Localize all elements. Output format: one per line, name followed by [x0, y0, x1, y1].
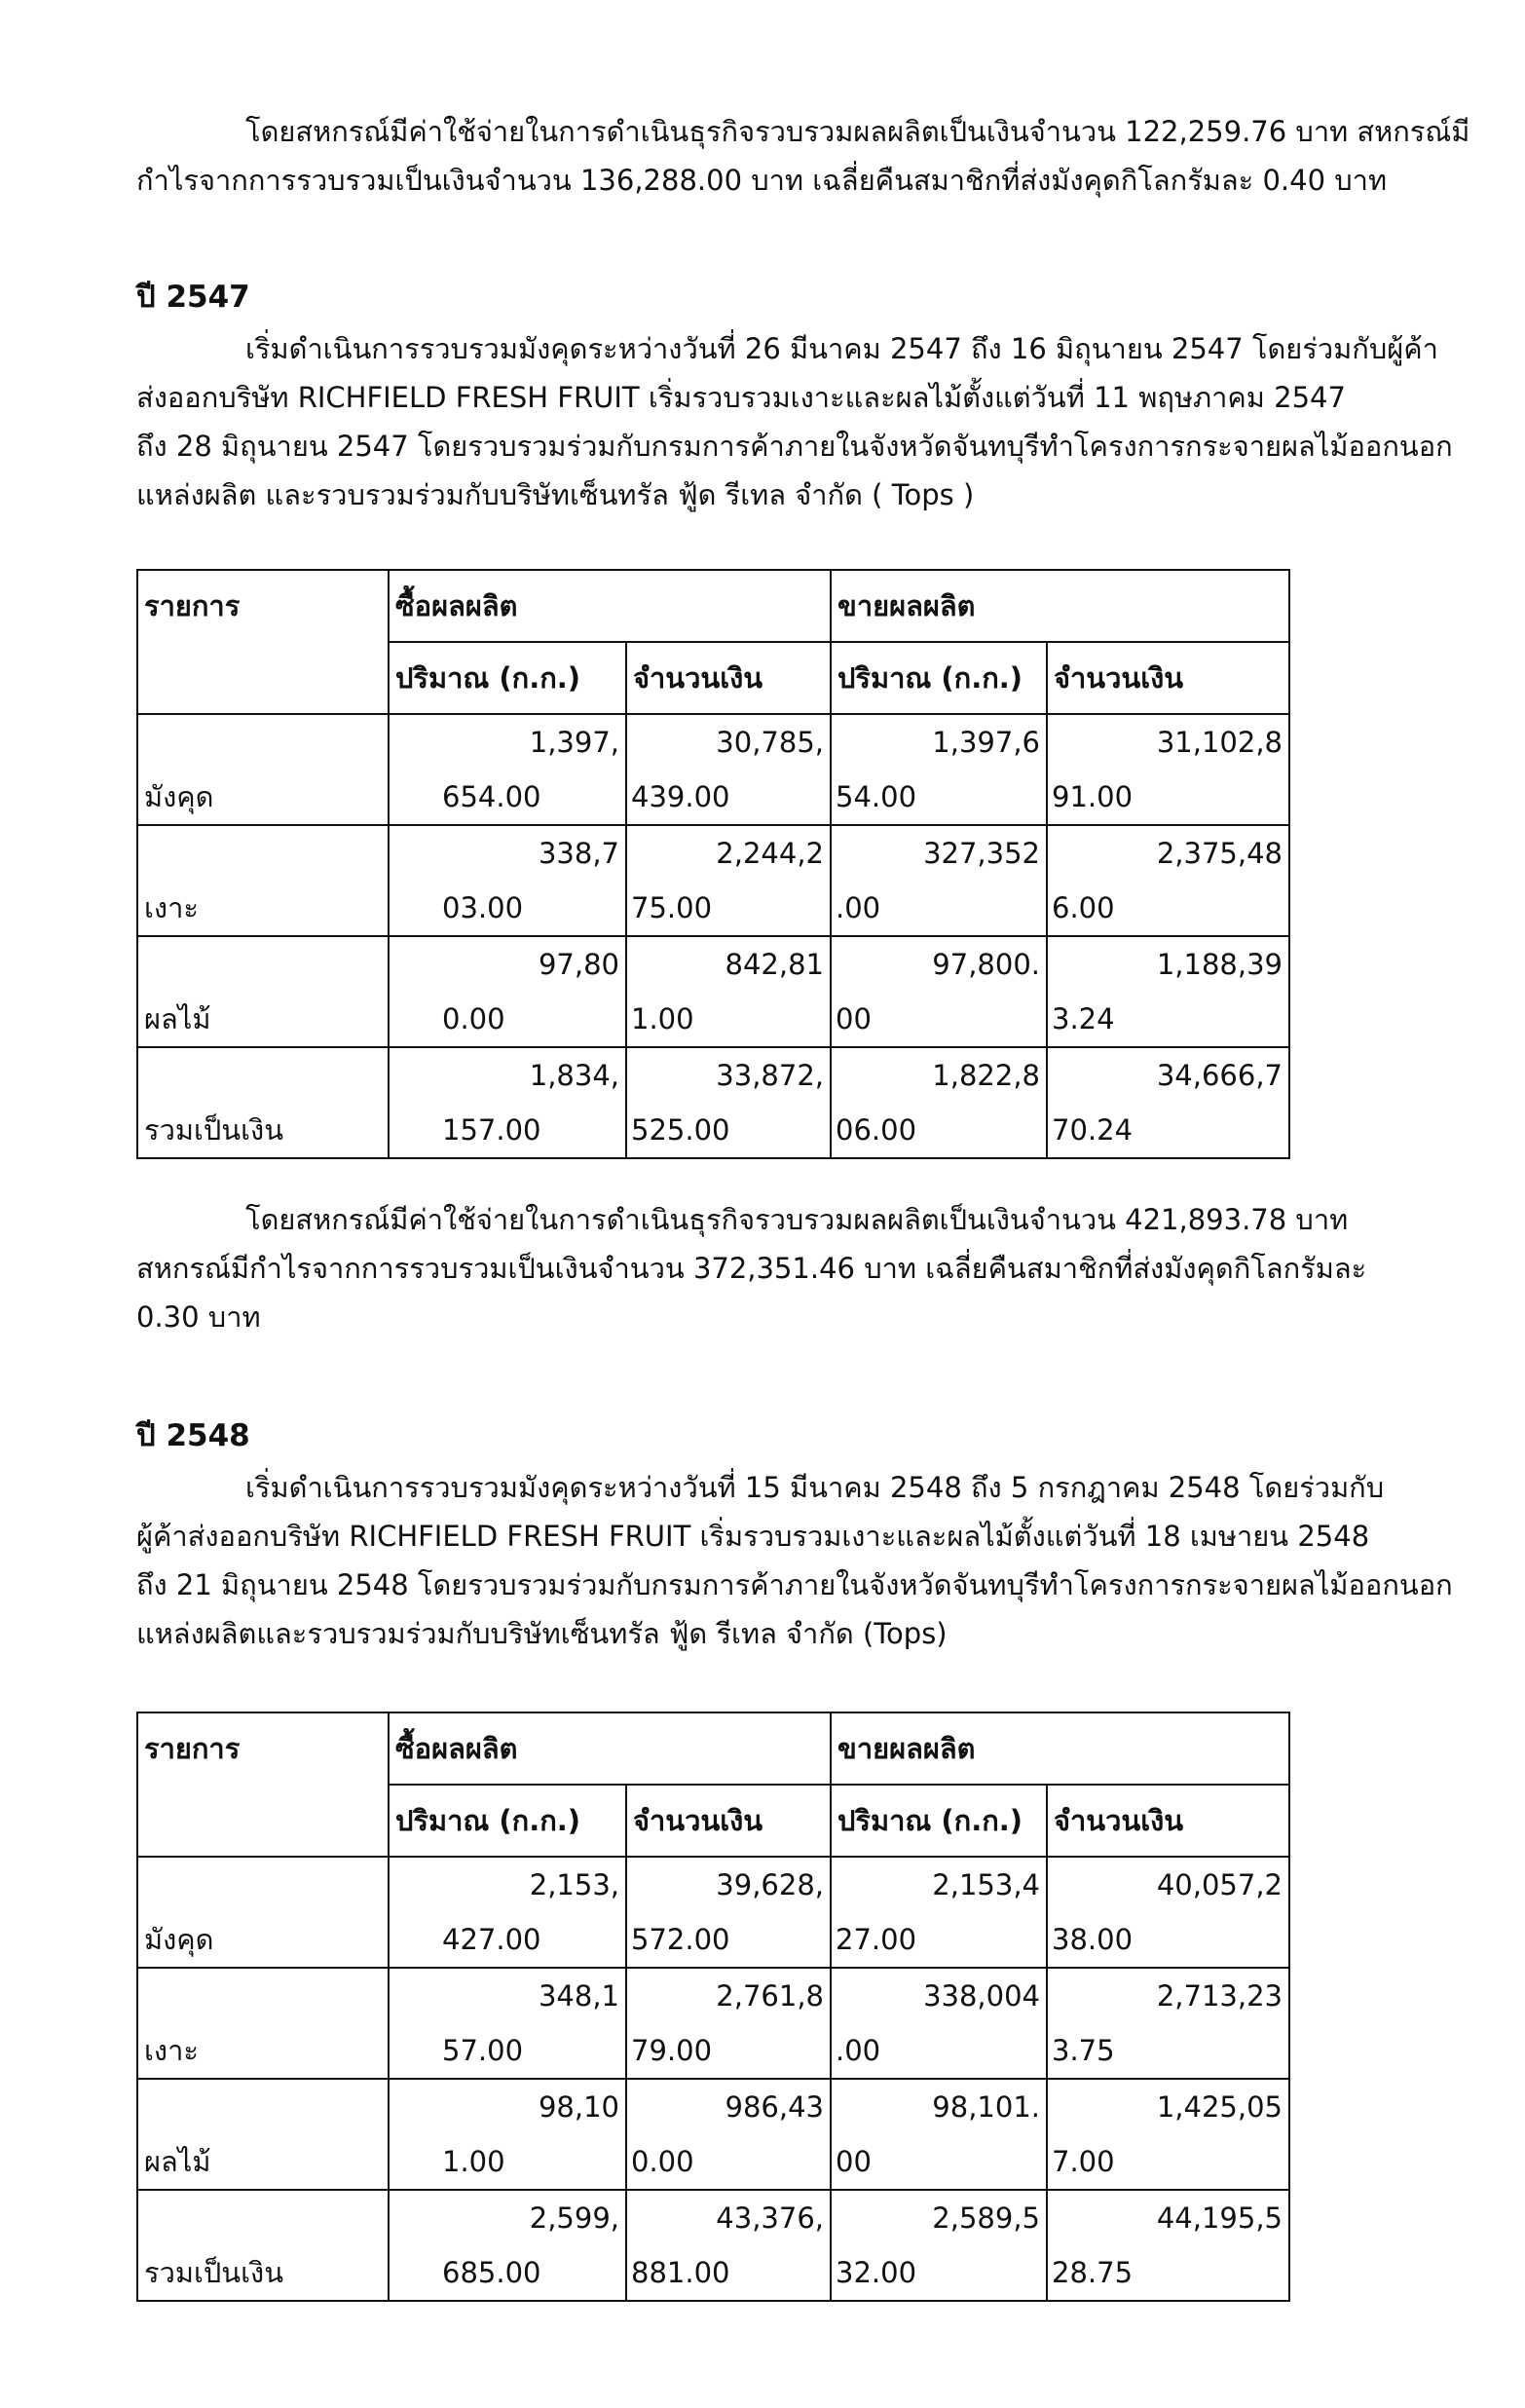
cell-buy-qty: 1,834, 157.00: [389, 1047, 626, 1158]
intro-line-1: โดยสหกรณ์มีค่าใช้จ่ายในการดำเนินธุรกิจรวบรวมผลผลิตเป็นเงินจำนวน 122,259.76 บาท สหกรณ์มี: [245, 115, 1470, 148]
paragraph-2548-line-3: ถึง 21 มิถุนายน 2548 โดยรวบรวมร่วมกับกรมการค้าภายในจังหวัดจันทบุรีทำโครงการกระจายผลไม้ออกนอก: [136, 1568, 1453, 1601]
cell-sell-qty: 1,397,6 54.00: [831, 714, 1047, 825]
cell-sell-qty: 327,352 .00: [831, 825, 1047, 936]
cell-buy-amount: 2,244,2 75.00: [626, 825, 831, 936]
header-buy-amount: จำนวนเงิน: [626, 1785, 831, 1857]
summary-2547-line-2: สหกรณ์มีกำไรจากการรวบรวมเป็นเงินจำนวน 372,351.46 บาท เฉลี่ยคืนสมาชิกที่ส่งมังคุดกิโลกรัมละ: [136, 1252, 1367, 1285]
table-row: [137, 1047, 1289, 1158]
summary-2547-line-1: โดยสหกรณ์มีค่าใช้จ่ายในการดำเนินธุรกิจรวบรวมผลผลิตเป็นเงินจำนวน 421,893.78 บาท: [245, 1203, 1349, 1236]
summary-2547: [136, 1195, 1506, 1341]
header-buy: ซื้อผลผลิต: [389, 1712, 831, 1785]
header-sell-amount: จำนวนเงิน: [1047, 642, 1289, 714]
header-buy-amount: จำนวนเงิน: [626, 642, 831, 714]
paragraph-2547-line-3: ถึง 28 มิถุนายน 2547 โดยรวบรวมร่วมกับกรมการค้าภายในจังหวัดจันทบุรีทำโครงการกระจายผลไม้ออกนอก: [136, 430, 1453, 463]
heading-2548: ปี 2548: [136, 1418, 250, 1453]
header-sell-qty: ปริมาณ (ก.ก.): [831, 642, 1047, 714]
cell-buy-qty: 348,1 57.00: [389, 1968, 626, 2079]
paragraph-2547: [136, 324, 1506, 519]
cell-sell-amount: 34,666,7 70.24: [1047, 1047, 1289, 1158]
table-row: [137, 936, 1289, 1047]
cell-buy-qty: 98,10 1.00: [389, 2079, 626, 2190]
header-buy: ซื้อผลผลิต: [389, 570, 831, 642]
row-label: รวมเป็นเงิน: [137, 1047, 389, 1158]
cell-sell-qty: 97,800. 00: [831, 936, 1047, 1047]
row-label: รวมเป็นเงิน: [137, 2190, 389, 2301]
header-sell-amount: จำนวนเงิน: [1047, 1785, 1289, 1857]
paragraph-2548-line-4: แหล่งผลิตและรวบรวมร่วมกับบริษัทเซ็นทรัล ฟู้ด รีเทล จำกัด (Tops): [136, 1617, 948, 1650]
table-row: [137, 1857, 1289, 1968]
cell-buy-amount: 30,785, 439.00: [626, 714, 831, 825]
header-buy-qty: ปริมาณ (ก.ก.): [389, 642, 626, 714]
row-label: มังคุด: [137, 714, 389, 825]
intro-paragraph: [136, 107, 1506, 205]
cell-buy-amount: 43,376, 881.00: [626, 2190, 831, 2301]
cell-sell-amount: 40,057,2 38.00: [1047, 1857, 1289, 1968]
paragraph-2548-line-2: ผู้ค้าส่งออกบริษัท RICHFIELD FRESH FRUIT เริ่มรวบรวมเงาะและผลไม้ตั้งแต่วันที่ 18 เมษายน 2548: [136, 1520, 1370, 1553]
cell-buy-qty: 338,7 03.00: [389, 825, 626, 936]
row-label: ผลไม้: [137, 936, 389, 1047]
cell-sell-amount: 1,188,39 3.24: [1047, 936, 1289, 1047]
header-buy-qty: ปริมาณ (ก.ก.): [389, 1785, 626, 1857]
cell-sell-amount: 1,425,05 7.00: [1047, 2079, 1289, 2190]
cell-buy-amount: 33,872, 525.00: [626, 1047, 831, 1158]
paragraph-2548: [136, 1463, 1506, 1658]
paragraph-2547-line-1: เริ่มดำเนินการรวบรวมมังคุดระหว่างวันที่ 26 มีนาคม 2547 ถึง 16 มิถุนายน 2547 โดยร่วมกับผู้ค้า: [245, 332, 1438, 365]
header-item: รายการ: [137, 1712, 389, 1857]
cell-sell-amount: 2,375,48 6.00: [1047, 825, 1289, 936]
header-item: รายการ: [137, 570, 389, 714]
row-label: ผลไม้: [137, 2079, 389, 2190]
cell-buy-qty: 1,397, 654.00: [389, 714, 626, 825]
cell-sell-qty: 1,822,8 06.00: [831, 1047, 1047, 1158]
header-sell-qty: ปริมาณ (ก.ก.): [831, 1785, 1047, 1857]
row-label: มังคุด: [137, 1857, 389, 1968]
table-2548: [136, 1712, 1290, 2302]
cell-sell-qty: 338,004 .00: [831, 1968, 1047, 2079]
cell-sell-amount: 2,713,23 3.75: [1047, 1968, 1289, 2079]
heading-2547: ปี 2547: [136, 280, 250, 315]
paragraph-2547-line-2: ส่งออกบริษัท RICHFIELD FRESH FRUIT เริ่มรวบรวมเงาะและผลไม้ตั้งแต่วันที่ 11 พฤษภาคม 2547: [136, 381, 1346, 414]
row-label: เงาะ: [137, 1968, 389, 2079]
table-row: [137, 825, 1289, 936]
cell-buy-qty: 2,599, 685.00: [389, 2190, 626, 2301]
cell-sell-qty: 2,589,5 32.00: [831, 2190, 1047, 2301]
table-row: [137, 714, 1289, 825]
cell-buy-amount: 39,628, 572.00: [626, 1857, 831, 1968]
header-sell: ขายผลผลิต: [831, 570, 1289, 642]
table-row: [137, 1968, 1289, 2079]
cell-buy-qty: 97,80 0.00: [389, 936, 626, 1047]
cell-sell-amount: 44,195,5 28.75: [1047, 2190, 1289, 2301]
row-label: เงาะ: [137, 825, 389, 936]
table-row: [137, 2190, 1289, 2301]
cell-buy-amount: 986,43 0.00: [626, 2079, 831, 2190]
cell-buy-qty: 2,153, 427.00: [389, 1857, 626, 1968]
table-row: [137, 2079, 1289, 2190]
header-sell: ขายผลผลิต: [831, 1712, 1289, 1785]
cell-buy-amount: 2,761,8 79.00: [626, 1968, 831, 2079]
cell-sell-amount: 31,102,8 91.00: [1047, 714, 1289, 825]
cell-sell-qty: 2,153,4 27.00: [831, 1857, 1047, 1968]
cell-sell-qty: 98,101. 00: [831, 2079, 1047, 2190]
paragraph-2547-line-4: แหล่งผลิต และรวบรวมร่วมกับบริษัทเซ็นทรัล ฟู้ด รีเทล จำกัด ( Tops ): [136, 478, 975, 511]
intro-line-2: กำไรจากการรวบรวมเป็นเงินจำนวน 136,288.00 บาท เฉลี่ยคืนสมาชิกที่ส่งมังคุดกิโลกรัมละ 0.40 บาท: [136, 164, 1388, 197]
summary-2547-line-3: 0.30 บาท: [136, 1300, 261, 1334]
paragraph-2548-line-1: เริ่มดำเนินการรวบรวมมังคุดระหว่างวันที่ 15 มีนาคม 2548 ถึง 5 กรกฎาคม 2548 โดยร่วมกับ: [245, 1471, 1385, 1504]
table-2547: [136, 569, 1290, 1159]
cell-buy-amount: 842,81 1.00: [626, 936, 831, 1047]
